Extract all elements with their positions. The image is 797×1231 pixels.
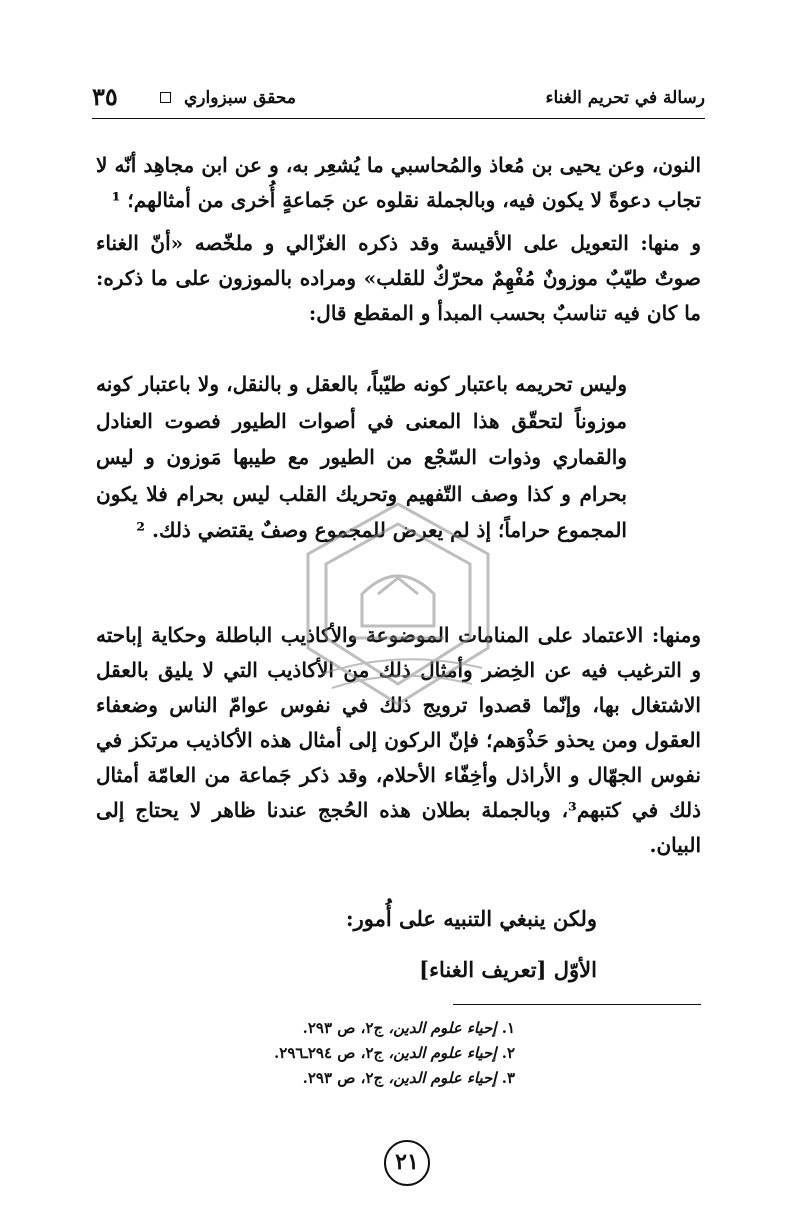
square-separator-icon: [160, 92, 171, 103]
footnote-1: [274, 1016, 515, 1041]
footnote-rule: [453, 1004, 701, 1005]
footnote-source-title: إحياء علوم الدين،: [388, 1069, 497, 1087]
footnote-3: [274, 1066, 515, 1091]
header-rule: [92, 118, 705, 119]
paragraph-1: النون، وعن يحيى بن مُعاذ والمُحاسبي ما يُشعِر به، و عن ابن مجاهِد أنّه لا تجاب دعوةً لا يكون فيه، وبالجملة نقلوه عن جَماعةٍ أُخرى من أمثالهم؛ ¹: [96, 153, 701, 212]
footnotes: [274, 1016, 515, 1091]
footnote-number: ١.: [501, 1019, 515, 1037]
running-header: [92, 84, 705, 114]
paragraph-2: و منها: التعويل على الأقيسة وقد ذكره الغزّالي و ملخّصه «أنّ الغناء صوتٌ طيّبٌ موزونٌ مُفْهِمٌ محرّكٌ للقلب» ومراده بالموزون على ما ذكره: ما كان فيه تناسبٌ بحسب المبدأ و المقطع قال:: [96, 231, 701, 325]
footnote-reference: ج٢، ص ٢٩٣.: [302, 1019, 384, 1037]
header-title: رسالة في تحريم الغناء: [545, 88, 705, 108]
lead-sentence: ولكن ينبغي التنبيه على أُمور:: [345, 906, 597, 931]
paragraph-3: ومنها: الاعتماد على المنامات الموضوعة والأكاذيب الباطلة وحكاية إباحته و الترغيب فيه عن الخِضر وأمثال ذلك من الأكاذيب التي لا يليق بالعقل الاشتغال بها، وإنّما قصدوا ترويج ذلك في نفوس عوامّ الناس وضعفاء العقول ومن يحذو حَذْوَهم؛ فإنّ الركون إلى أمثال هذه الأكاذيب مرتكز في نفوس الجهّال و الأراذل وأخِفّاء الأحلام، وقد ذكر جَماعة من العامّة أمثال ذلك في كتبهم³، وبالجملة بطلان هذه الحُجج عندنا ظاهر لا يحتاج إلى البيان.: [96, 623, 701, 857]
footnote-source-title: إحياء علوم الدين،: [388, 1019, 497, 1037]
section-subheading: الأوّل [تعريف الغناء]: [419, 957, 597, 982]
block-quote: وليس تحريمه باعتبار كونه طيّباً، بالعقل و بالنقل، ولا باعتبار كونه موزوناً لتحقّق هذا المعنى في أصوات الطيور فصوت العنادل والقماري وذوات السّجْع من الطيور مع طيبها مَوزون و ليس بحرام و كذا وصف التّفهيم وتحريك القلب ليس بحرام فلا يكون المجموع حراماً؛ إذ لم يعرض للمجموع وصفٌ يقتضي ذلك. ²: [96, 372, 627, 542]
library-seal-watermark-icon: [282, 498, 514, 712]
footnote-2: [274, 1041, 515, 1066]
footnote-number: ٣.: [501, 1069, 515, 1087]
footnote-number: ٢.: [501, 1044, 515, 1062]
footnote-reference: ج٢، ص ٢٩٤ـ٢٩٦.: [274, 1044, 384, 1062]
header-page-number: ٣٥: [92, 82, 118, 111]
footnote-source-title: إحياء علوم الدين،: [388, 1044, 497, 1062]
folio-page-number: ٢١: [384, 1140, 430, 1186]
header-author: محقق سبزواري: [184, 88, 296, 108]
footnote-reference: ج٢، ص ٢٩٣.: [302, 1069, 384, 1087]
